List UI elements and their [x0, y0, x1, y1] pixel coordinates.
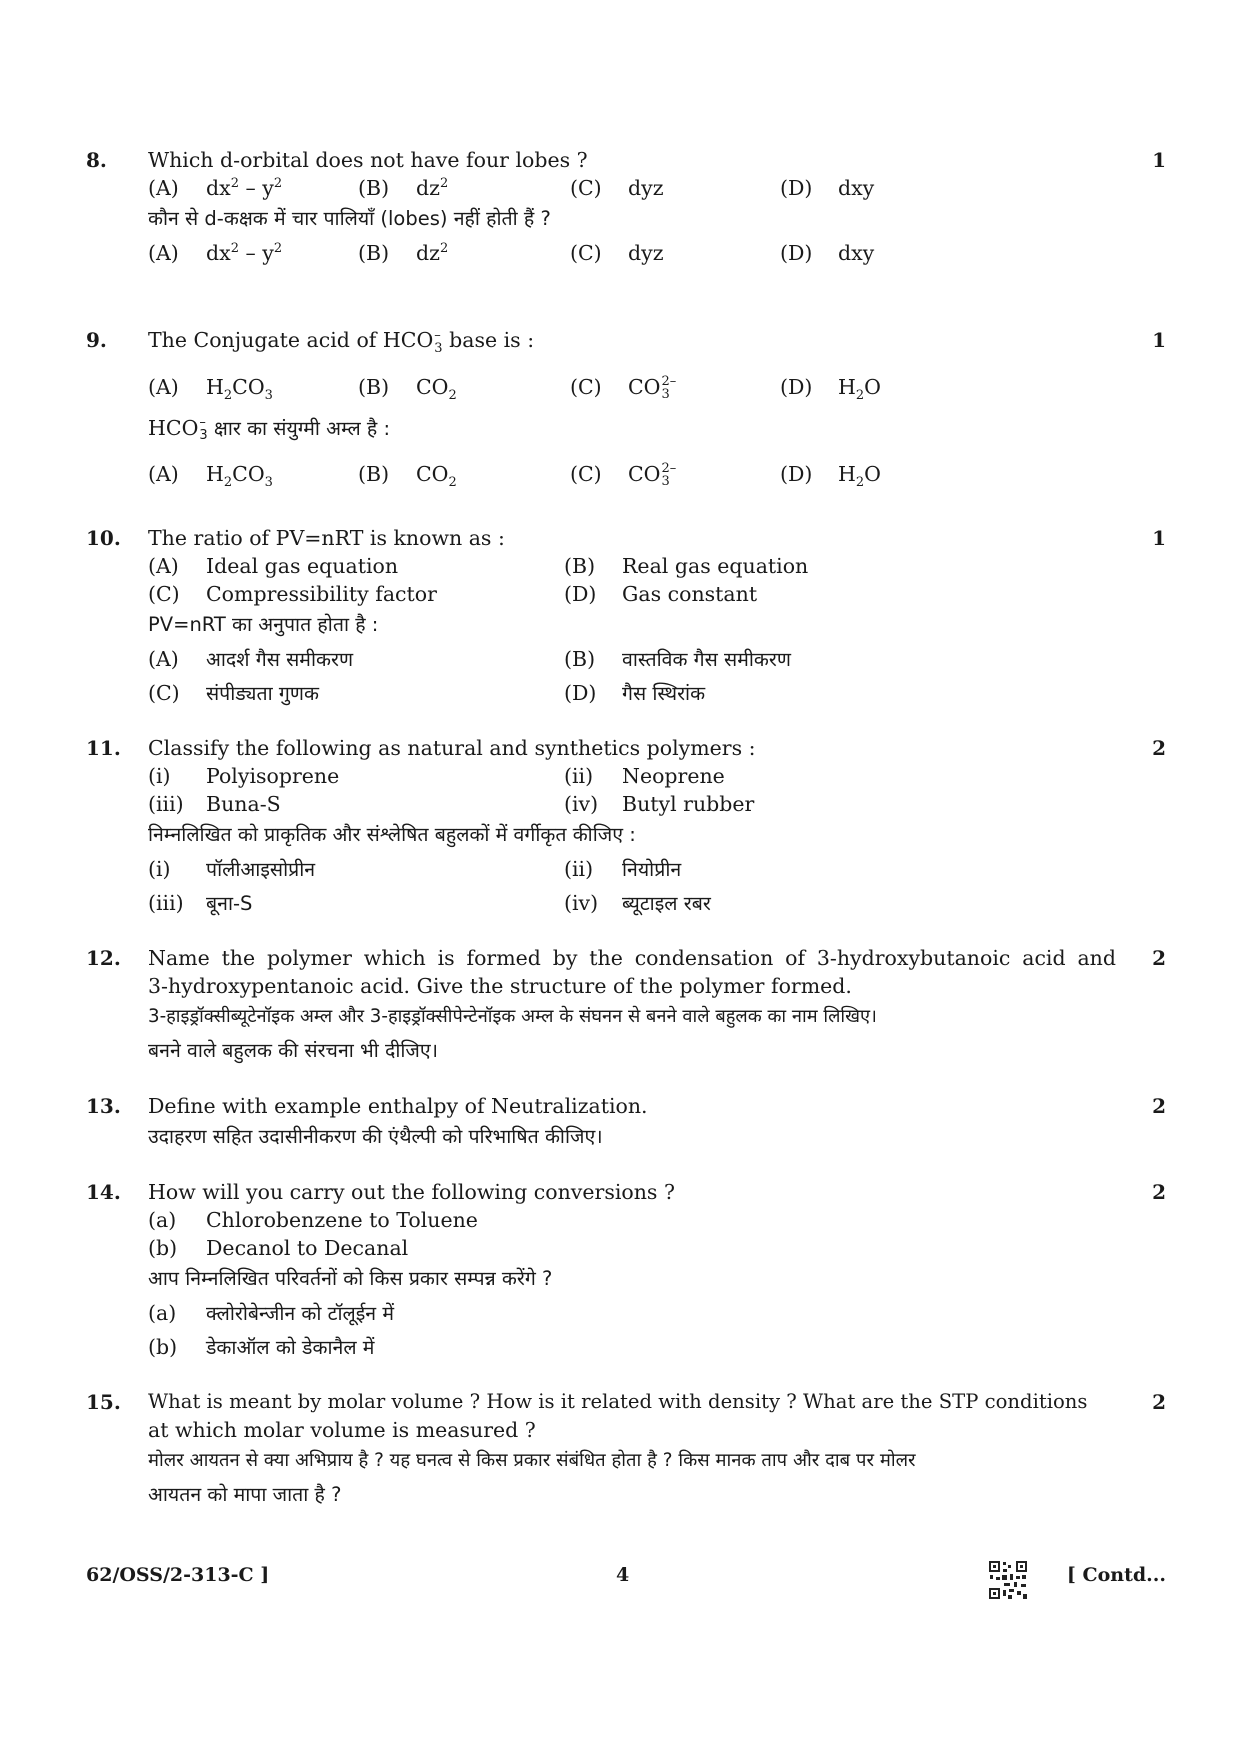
question-number: 13. — [86, 1094, 121, 1118]
question-text-en-line-1: Name the polymer which is formed by the condensation of 3-hydroxybutanoic acid and — [148, 946, 1116, 970]
option-b: (B) वास्तविक गैस समीकरण — [564, 647, 791, 671]
option-b: (B) $dz^2$ — [358, 176, 449, 200]
option-a: (A) $H_2CO_3$ — [148, 374, 273, 403]
continued-label: [ Contd... — [1066, 1564, 1166, 1586]
option-b: (B) Real gas equation — [564, 554, 809, 578]
options-en-row-1 — [148, 552, 1116, 580]
question-text-en: Which d-orbital does not have four lobes ? — [148, 148, 588, 172]
option-b: (B) $CO_2$ — [358, 461, 457, 490]
question-number: 15. — [86, 1390, 121, 1414]
question-text-en: How will you carry out the following conversions ? — [148, 1180, 675, 1204]
question-text-hi: उदाहरण सहित उदासीनीकरण की एंथैल्पी को परिभाषित कीजिए। — [148, 1125, 603, 1148]
option-i: (i) पॉलीआइसोप्रीन — [148, 857, 316, 881]
option-c: (C) Compressibility factor — [148, 582, 437, 606]
option-d: (D) $H_2O$ — [780, 374, 881, 403]
question-marks: 2 — [1152, 946, 1166, 970]
options-en-row-2 — [148, 1234, 1116, 1262]
option-b: (B) $dz^2$ — [358, 241, 449, 265]
question-marks: 2 — [1152, 1180, 1166, 1204]
question-text-hi-line-1: मोलर आयतन से क्या अभिप्राय है ? यह घनत्व से किस प्रकार संबंधित होता है ? किस मानक ताप और दाब पर मोलर — [148, 1450, 916, 1471]
question-number: 12. — [86, 946, 121, 970]
options-en — [148, 373, 1116, 401]
options-en-row-2 — [148, 790, 1116, 818]
option-c: (C) CO 2– 3 — [570, 461, 677, 489]
question-9 — [86, 326, 1166, 488]
option-iv: (iv) Butyl rubber — [564, 792, 755, 816]
option-c: (C) dyz — [570, 241, 664, 265]
question-text-hi: HCO – 3 क्षार का संयुग्मी अम्ल है : — [148, 415, 391, 443]
option-ii: (ii) Neoprene — [564, 764, 725, 788]
question-text-hi: निम्नलिखित को प्राकृतिक और संश्लेषित बहुलकों में वर्गीकृत कीजिए : — [148, 823, 636, 846]
question-number: 9. — [86, 328, 107, 352]
option-d: (D) गैस स्थिरांक — [564, 681, 706, 705]
option-c: (C) dyz — [570, 176, 664, 200]
question-text-hi-line-1: 3-हाइड्रॉक्सीब्यूटेनॉइक अम्ल और 3-हाइड्रॉक्सीपेन्टेनॉइक अम्ल के संघनन से बनने वाले बहुलक का नाम लिखिए। — [148, 1006, 877, 1027]
page-footer — [86, 1560, 1166, 1600]
question-14 — [86, 1178, 1166, 1364]
question-marks: 2 — [1152, 1390, 1166, 1414]
option-a: (A) Ideal gas equation — [148, 554, 399, 578]
option-b: (b) Decanol to Decanal — [148, 1236, 409, 1260]
question-text-hi: कौन से d-कक्षक में चार पालियाँ (lobes) नहीं होती हैं ? — [148, 207, 551, 230]
question-number: 8. — [86, 148, 107, 172]
options-hi-row-2 — [148, 1330, 1116, 1364]
question-12 — [86, 944, 1166, 1068]
option-d: (D) Gas constant — [564, 582, 758, 606]
question-number: 11. — [86, 736, 121, 760]
option-a: (A) $dx^2 - y^2$ — [148, 176, 283, 200]
options-en — [148, 174, 1116, 202]
option-a: (a) Chlorobenzene to Toluene — [148, 1208, 478, 1232]
options-hi-row-2 — [148, 676, 1116, 710]
question-text-en: The ratio of PV=nRT is known as : — [148, 526, 505, 550]
options-hi — [148, 236, 1116, 270]
qr-code-icon — [988, 1560, 1028, 1600]
option-d: (D) dxy — [780, 176, 875, 200]
option-a: (A) $dx^2 - y^2$ — [148, 241, 283, 265]
question-text-en: Define with example enthalpy of Neutralization. — [148, 1094, 648, 1118]
question-text-hi: आप निम्नलिखित परिवर्तनों को किस प्रकार सम्पन्न करेंगे ? — [148, 1267, 553, 1290]
question-number: 14. — [86, 1180, 121, 1204]
question-text-en-line-2: 3-hydroxypentanoic acid. Give the structure of the polymer formed. — [148, 974, 852, 998]
option-ii: (ii) नियोप्रीन — [564, 857, 682, 881]
question-13 — [86, 1092, 1166, 1154]
question-text-hi-line-2: बनने वाले बहुलक की संरचना भी दीजिए। — [148, 1039, 439, 1062]
option-c: (C) संपीड्यता गुणक — [148, 681, 319, 705]
question-text-hi: PV=nRT का अनुपात होता है : — [148, 613, 379, 636]
option-iii: (iii) Buna-S — [148, 792, 281, 816]
options-en-row-2 — [148, 580, 1116, 608]
question-marks: 1 — [1152, 328, 1166, 352]
option-iii: (iii) बूना-S — [148, 891, 253, 915]
question-8 — [86, 146, 1166, 270]
question-marks: 1 — [1152, 526, 1166, 550]
option-a: (A) $H_2CO_3$ — [148, 461, 273, 490]
question-marks: 2 — [1152, 1094, 1166, 1118]
options-hi-row-1 — [148, 642, 1116, 676]
option-b: (b) डेकाऑल को डेकानैल में — [148, 1335, 375, 1359]
question-text-hi-line-2: आयतन को मापा जाता है ? — [148, 1483, 342, 1506]
question-15 — [86, 1388, 1166, 1512]
option-i: (i) Polyisoprene — [148, 764, 340, 788]
option-d: (D) $H_2O$ — [780, 461, 881, 490]
question-text-en: The Conjugate acid of HCO – 3 base is : — [148, 327, 535, 356]
options-en-row-1 — [148, 1206, 1116, 1234]
options-hi-row-1 — [148, 852, 1116, 886]
paper-code: 62/OSS/2-313-C ] — [86, 1564, 270, 1586]
options-hi-row-2 — [148, 886, 1116, 920]
question-marks: 1 — [1152, 148, 1166, 172]
question-text-en: Classify the following as natural and synthetics polymers : — [148, 736, 756, 760]
question-marks: 2 — [1152, 736, 1166, 760]
option-c: (C) CO 2– 3 — [570, 374, 677, 402]
option-d: (D) dxy — [780, 241, 875, 265]
question-11 — [86, 734, 1166, 920]
option-b: (B) $CO_2$ — [358, 374, 457, 403]
page-number: 4 — [616, 1564, 630, 1586]
question-10 — [86, 524, 1166, 710]
options-hi-row-1 — [148, 1296, 1116, 1330]
option-a: (a) क्लोरोबेन्जीन को टॉलूईन में — [148, 1301, 394, 1325]
question-number: 10. — [86, 526, 121, 550]
option-iv: (iv) ब्यूटाइल रबर — [564, 891, 711, 915]
question-text-en-line-1: What is meant by molar volume ? How is it related with density ? What are the STP conditions — [148, 1390, 1088, 1413]
options-hi — [148, 460, 1116, 488]
option-a: (A) आदर्श गैस समीकरण — [148, 647, 354, 671]
options-en-row-1 — [148, 762, 1116, 790]
question-text-en-line-2: at which molar volume is measured ? — [148, 1418, 536, 1442]
